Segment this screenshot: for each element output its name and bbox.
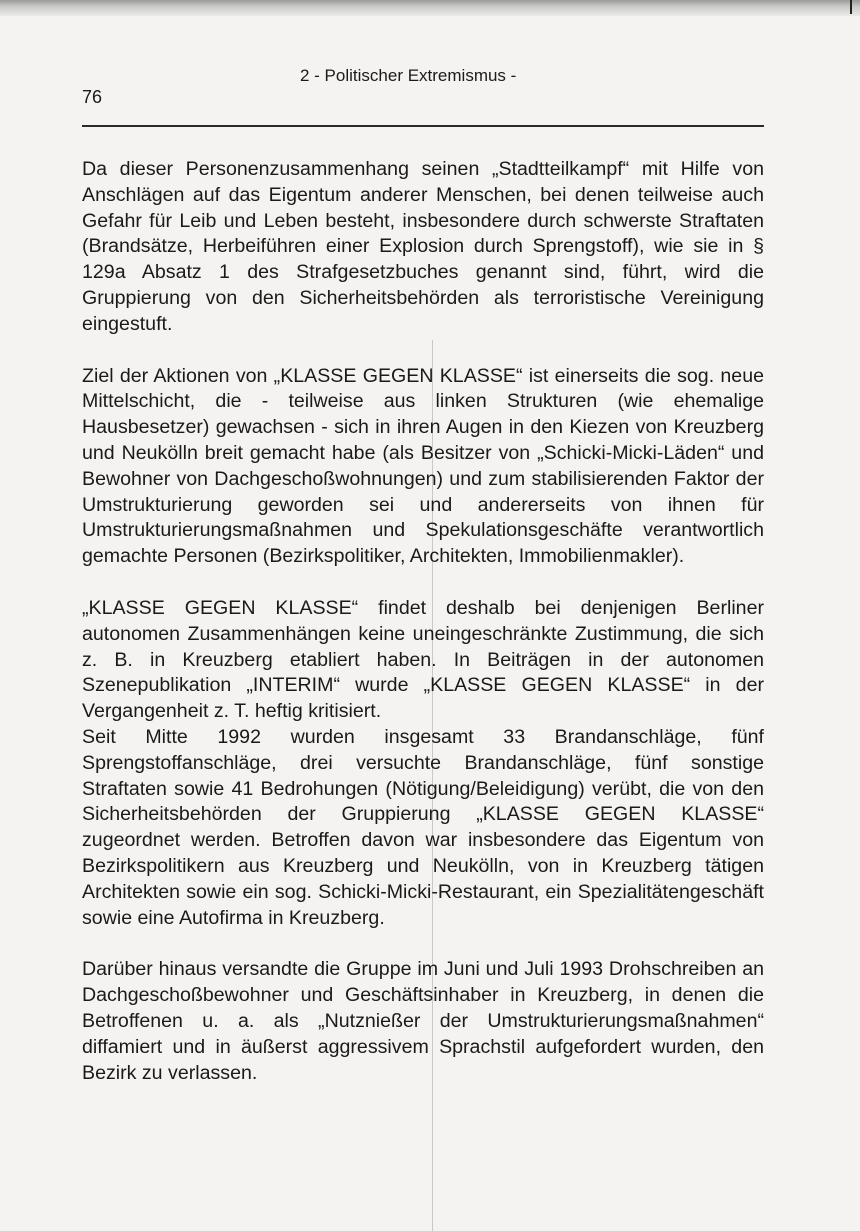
header-rule [82, 125, 764, 127]
paragraph-attack-statistics: Seit Mitte 1992 wurden insgesamt 33 Brandanschläge, fünf Sprengstoffanschläge, drei versuchte Brandanschläge, fünf sonstige Straftaten sowie 41 Bedrohungen (Nötigung/Beleidigung) verübt, die von den Sicherheitsbehörden der Gruppierung „KLASSE GEGEN KLASSE“ zugeordnet werden. Betroffen davon war insbesondere das Eigentum von Bezirkspolitikern aus Kreuzberg und Neukölln, von in Kreuzberg tätigen Architekten sowie ein sog. Schicki-Micki-Restaurant, ein Spezialitätengeschäft sowie eine Autofirma in Kreuzberg. [82, 725, 764, 929]
paragraph-terror-classification: Da dieser Personenzusammenhang seinen „Stadtteilkampf“ mit Hilfe von Anschlägen auf das Eigentum anderer Menschen, bei denen teilweise auch Gefahr für Leib und Leben besteht, insbesondere durch schwerste Straftaten (Brandsätze, Herbeiführen einer Explosion durch Sprengstoff), wie sie in § 129a Absatz 1 des Strafgesetzbuches genannt sind, führt, wird die Gruppierung von den Sicherheitsbehörden als terroristische Vereinigung eingestuft. [82, 158, 764, 335]
scan-edge-mark [850, 0, 852, 14]
scan-shadow [0, 0, 860, 16]
paragraph-threat-letters: Darüber hinaus versandte die Gruppe im Juni und Juli 1993 Drohschreiben an Dachgeschoßbewohner und Geschäftsinhaber in Kreuzberg, in denen die Betroffenen u. a. als „Nutznießer der Umstrukturierungsmaßnahmen“ diffamiert und in äußerst aggressivem Sprachstil aufgefordert wurden, den Bezirk zu verlassen. [82, 958, 764, 1084]
page-number: 76 [82, 87, 103, 107]
running-title: 2 - Politischer Extremismus - [300, 66, 517, 85]
paragraph-scene-criticism: „KLASSE GEGEN KLASSE“ findet deshalb bei denjenigen Berliner autonomen Zusammenhängen keine uneingeschränkte Zustimmung, die sich z. B. in Kreuzberg etabliert haben. In Beiträgen in der autonomen Szenepublikation „INTERIM“ wurde „KLASSE GEGEN KLASSE“ in der Vergangenheit z. T. heftig kritisiert. [82, 596, 764, 723]
document-body [82, 157, 764, 1086]
paragraph-action-targets: Ziel der Aktionen von „KLASSE GEGEN KLASSE“ ist einerseits die sog. neue Mittelschicht, die - teilweise aus linken Strukturen (wie ehemalige Hausbesetzer) gewachsen - sich in ihren Augen in den Kiezen von Kreuzberg und Neukölln breit gemacht habe (als Besitzer von „Schicki-Micki-Läden“ und Bewohner von Dachgeschoßwohnungen) und zum stabilisierenden Faktor der Umstrukturierung geworden sei und andererseits von ihnen für Umstrukturierungsmaßnahmen und Spekulationsgeschäfte verantwortlich gemachte Personen (Bezirkspolitiker, Architekten, Immobilienmakler). [82, 364, 764, 568]
